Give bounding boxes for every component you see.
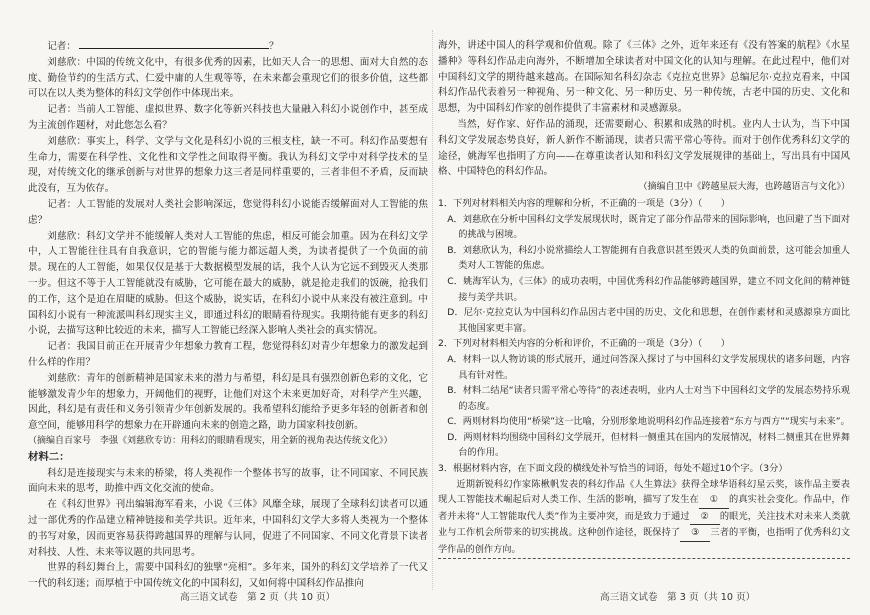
blank-1-number: ① [709,494,719,506]
reporter-question-4: 记者：我国目前正在开展青少年想象力教育工程，您觉得科幻对青少年想象力的激发起到什么样的作用？ [28,341,428,368]
reporter-question-2: 记者：当前人工智能、虚拟世界、数字化等新兴科技也大量融入科幻小说创作中，甚至成为主流创作题材，对此您怎么看？ [28,104,428,131]
material-2-para-1: 科幻是连接现实与未来的桥梁，将人类视作一个整体书写的故事，让不同国家、不同民族面向未来的思考，助推中西文化交流的使命。 [28,467,428,495]
question-1 [438,196,850,336]
answer-blank-line [79,38,269,49]
reporter-question-blank [28,38,428,55]
material-2-para-3-cont: 海外，讲述中国人的科学观和价值观。除了《三体》之外，近年来还有《没有答案的航程》《水星播种》等科幻作品走向海外，不断增加全球读者对中国文化的认知与理解。在此过程中，他们对中国科幻文学的期待越来越高。在国际知名科幻杂志《克拉克世界》总编尼尔·克拉克看来，中国科幻作品代表着另一种视角、另一种文化、另一种历史、另一种传统，古老中国的历史、文化和思想，为中国科幻作家的创作提供了丰富素材和灵感源泉。 [438,40,850,115]
source-citation-2: （摘编自卫中《跨越星辰大海，也跨越语言与文化》） [638,182,850,193]
blank-3-number: ③ [691,527,700,539]
reporter-label: 记者： [47,41,76,52]
question-2-stem: 2．下列对材料相关内容的分析和评价，不正确的一项是（3分）（ ） [438,338,730,350]
reporter-question-3: 记者：人工智能的发展对人类社会影响深远，您觉得科幻小说能否缓解面对人工智能的焦虑？ [28,198,428,226]
blank-2-number: ② [700,510,709,522]
liu-answer-1: 刘慈欣：中国的传统文化中，有很多优秀的因素，比如天人合一的思想、面对大自然的态度、勤俭节约的生活方式、仁爱中庸的人生观等等，在未来都会重现它们的很多价值，这些都可以在以人类为整体的科幻文学创作中体现出来。 [28,56,428,100]
column-divider [432,30,433,590]
q3-passage-part-3: 的眼光，关注技术对未来人类就业与工作机会所带来的切实挑战。这种创作途径，既保持了 [438,510,850,539]
liu-answer-4: 刘慈欣：青年的创新精神是国家未来的潜力与希望，科幻是具有强烈创新色彩的文化，它能够激发青少年的想象力，开阔他们的视野，让他们对这个未来更加好奇，对科学产生兴趣，因此，科幻是有责任和义务引领青少年创新发展的。我希望科幻能给予更多年轻的创新者和创意空间，能够用科学的想象力在开辟通向未来的创造之路，助力国家科技创新。 [28,372,428,432]
question-2 [438,336,850,461]
answer-blank-3[interactable] [680,525,710,542]
q3-passage-part-4: 三者的平衡，也指明了优秀科幻文学作品的创作方向。 [438,527,851,556]
question-3-stem: 3．根据材料内容，在下面文段的横线处补写恰当的词语，每处不超过10个字。（3分） [438,463,788,475]
page-footer-left: 高三语文试卷 第 2 页（共 10 页） [180,592,336,603]
page-footer-right: 高三语文试卷 第 3 页（共 10 页） [600,592,756,603]
question-2-option-a[interactable]: A．材料一以人物访谈的形式展开，通过问答深入探讨了与中国科幻文学发展现状的诸多问题，内容具有针对性。 [447,353,850,381]
question-1-option-a[interactable]: A．刘慈欣在分析中国科幻文学发展现状时，既肯定了部分作品带来的国际影响，也回避了当下面对的挑战与困境。 [447,213,850,241]
question-mark: ？ [268,41,279,52]
q3-passage-part-2: 的真实社会变化。作品中，作者并未将“人工智能取代人类”作为主要冲突，而是致力于通过 [438,494,851,522]
left-column [28,38,428,592]
question-2-option-d[interactable]: D．两则材料均围绕中国科幻文学展开，但材料一侧重其在国内的发展情况，材料二侧重其在世界舞台的作用。 [447,431,850,459]
question-1-option-c[interactable]: C．姚海军认为，《三体》的成功表明，中国优秀科幻作品能够跨越国界，建立不同文化间的精神链接与美学共识。 [447,275,850,303]
question-2-option-c[interactable]: C．两则材料均使用“桥梁”这一比喻，分别形象地说明科幻作品连接着“东方与西方”“现实与未来”。 [447,416,850,428]
right-column [438,38,850,559]
material-2-para-3: 世界的科幻舞台上，需要中国科幻的独擘“亮相”。多年来，国外的科幻文学培养了一代又一代的科幻迷；而厚植于中国传统文化的中国科幻，又如何将中国科幻作品推向 [28,562,428,590]
question-1-stem: 1．下列对材料相关内容的理解和分析，不正确的一项是（3分）（ ） [438,197,730,209]
material-2-title: 材料二： [28,450,70,463]
liu-answer-2: 刘慈欣：事实上，科学、文学与文化是科幻小说的三根支柱，缺一不可。科幻作品要想有生命力，需要在科学性、文化性和文学性之间取得平衡。我认为科幻文学中对科学技术的呈现，对传统文化的继承创新与对世界的想象力这三者是同样重要的，三者非但不矛盾，反而缺此没有，互为依存。 [28,135,428,195]
question-1-option-b[interactable]: B．刘慈欣认为，科幻小说常描绘人工智能拥有自我意识甚至毁灭人类的负面前景，这可能会加重人类对人工智能的焦虑。 [447,244,850,272]
liu-answer-3: 刘慈欣：科幻文学并不能缓解人类对人工智能的焦虑，相反可能会加重。因为在科幻文学中，人工智能往往具有自我意识，它的智能与能力都远超人类，为读者提供了一个负面的前景。现在的人工智能，如果仅仅是基于大数据模型发展的话，我个人认为它远不到毁灭人类那一步。但这不等于人工智能就没有威胁，它可能在最大的威胁，就是抢走我们的饭碗，抢我们的工作，这个是迫在眉睫的威胁。但这个威胁，说实话，在科幻小说中从来没有被注意到。中国科幻小说有一种流派叫科幻现实主义，即通过科幻的眼睛看待现实。我期待能有更多的科幻小说，去描写这种比较近的未来，描写人工智能已经深入影响人类社会的真实情况。 [28,230,428,337]
question-3-passage [438,477,850,559]
source-citation-1: （摘编自百家号 李强《刘慈欣专访：用科幻的眼睛看现实，用全新的视角表达传统文化》） [28,435,393,446]
answer-blank-1[interactable] [699,492,729,509]
question-1-option-d[interactable]: D．尼尔·克拉克认为中国科幻作品因古老中国的历史、文化和思想，在创作素材和灵感源泉方面比其他国家更丰富。 [447,307,850,334]
question-2-option-b[interactable]: B．材料二结尾“读者只需平常心等待”的表述表明，业内人士对当下中国科幻文学的发展态势持乐观的态度。 [447,385,850,412]
question-3 [438,461,850,559]
answer-blank-2[interactable] [690,509,720,526]
material-2-para-2: 在《科幻世界》刊出编辑海军看来，小说《三体》风靡全球，展现了全球科幻读者可以通过一部优秀的作品建立精神链接和美学共识。近年来，中国科幻文学大多将人类视为一个整体的书写对象，因而更容易获得跨越国界的理解与认同，促进了不同国家、不同文化背景下读者对科技、人性、未来等议题的共同思考。 [28,499,428,558]
q3-passage-part-1: 近期新锐科幻作家陈楸帆发表的科幻作品《人生算法》获得全球华语科幻星云奖，该作品主要表现人工智能技术崛起后对人类工作、生活的影响，描写了发生在 [438,478,850,506]
material-2-para-4: 当然，好作家、好作品的涌现，还需要耐心、积累和成熟的时机。业内人士认为，当下中国科幻文学发展态势良好，新人新作不断涌现，读者只需平常心等待。而对于创作优秀科幻文学的途径，姚海军也指明了方向——在尊重读者认知和科幻文学发展规律的基础上，写出具有中国风格、中国特色的科幻作品。 [438,118,850,178]
